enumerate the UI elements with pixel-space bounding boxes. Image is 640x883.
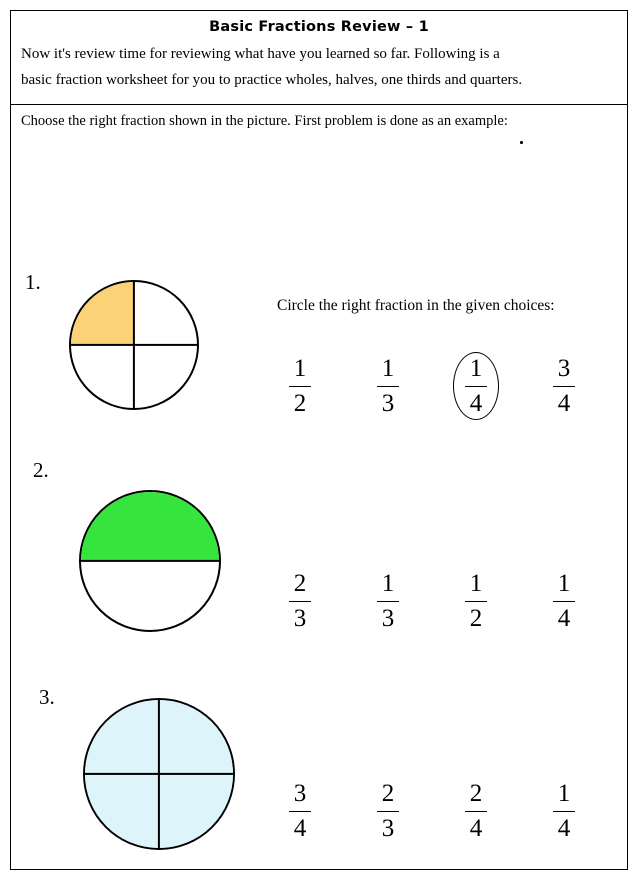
choice-option[interactable]	[256, 570, 344, 633]
denominator: 4	[557, 814, 571, 842]
numerator: 1	[381, 354, 395, 382]
problem-3-choices	[256, 780, 608, 843]
fraction-bar	[377, 811, 399, 812]
fraction-value	[377, 780, 399, 843]
fraction-value	[289, 780, 311, 843]
intro-line-1: Now it's review time for reviewing what have you learned so far. Following is a	[21, 46, 500, 62]
fraction-bar	[465, 386, 487, 387]
shaded-half	[81, 492, 219, 561]
numerator: 1	[293, 354, 307, 382]
worksheet-header	[11, 11, 627, 105]
fraction-value	[553, 570, 575, 633]
main-instruction: Choose the right fraction shown in the picture. First problem is done as an example:	[21, 112, 508, 129]
denominator: 3	[381, 604, 395, 632]
numerator: 1	[381, 569, 395, 597]
fraction-bar	[553, 601, 575, 602]
fraction-bar	[553, 811, 575, 812]
choice-option[interactable]	[344, 570, 432, 633]
denominator: 4	[293, 814, 307, 842]
problem-1-number: 1.	[25, 269, 41, 294]
denominator: 3	[381, 389, 395, 417]
numerator: 1	[557, 569, 571, 597]
choice-option[interactable]	[432, 570, 520, 633]
problem-3-number: 3.	[39, 684, 55, 709]
choice-option[interactable]	[344, 355, 432, 418]
fraction-bar	[465, 811, 487, 812]
fraction-bar	[289, 601, 311, 602]
fraction-bar	[377, 386, 399, 387]
problem-2-number: 2.	[33, 457, 49, 482]
fraction-value	[377, 570, 399, 633]
problem-3-figure	[83, 698, 235, 850]
numerator: 1	[469, 569, 483, 597]
problem-1-figure	[69, 280, 199, 410]
numerator: 3	[293, 779, 307, 807]
intro-line-2: basic fraction worksheet for you to practice wholes, halves, one thirds and quarters.	[21, 72, 523, 89]
denominator: 4	[557, 604, 571, 632]
choice-option[interactable]	[344, 780, 432, 843]
horizontal-divider	[71, 343, 197, 345]
shaded-quarter	[71, 282, 134, 345]
stray-dot-mark	[520, 141, 523, 144]
choice-option[interactable]	[520, 570, 608, 633]
problem-2-figure	[79, 490, 221, 632]
numerator: 3	[557, 354, 571, 382]
fraction-value	[377, 355, 399, 418]
denominator: 4	[469, 389, 483, 417]
choice-option[interactable]	[520, 355, 608, 418]
fraction-circle-whole	[83, 698, 235, 850]
fraction-bar	[553, 386, 575, 387]
numerator: 2	[469, 779, 483, 807]
choice-option[interactable]	[256, 355, 344, 418]
fraction-value	[465, 355, 487, 418]
denominator: 3	[381, 814, 395, 842]
fraction-value	[553, 355, 575, 418]
problem-2-choices	[256, 570, 608, 633]
fraction-circle-halves	[79, 490, 221, 632]
horizontal-divider	[85, 772, 233, 774]
numerator: 1	[557, 779, 571, 807]
fraction-bar	[289, 386, 311, 387]
fraction-value	[553, 780, 575, 843]
problem-1-choices	[256, 355, 608, 418]
denominator: 4	[469, 814, 483, 842]
fraction-value	[289, 570, 311, 633]
numerator: 2	[381, 779, 395, 807]
choice-option[interactable]	[256, 780, 344, 843]
fraction-bar	[289, 811, 311, 812]
denominator: 2	[469, 604, 483, 632]
fraction-circle-quarters	[69, 280, 199, 410]
fraction-value	[465, 780, 487, 843]
fraction-value	[465, 570, 487, 633]
choice-option[interactable]	[520, 780, 608, 843]
fraction-bar	[465, 601, 487, 602]
page-title: Basic Fractions Review – 1	[209, 19, 429, 35]
numerator: 1	[469, 354, 483, 382]
sub-instruction: Circle the right fraction in the given choices:	[277, 296, 555, 314]
denominator: 4	[557, 389, 571, 417]
denominator: 2	[293, 389, 307, 417]
choice-option-selected[interactable]	[432, 355, 520, 418]
fraction-value	[289, 355, 311, 418]
denominator: 3	[293, 604, 307, 632]
horizontal-divider	[81, 559, 219, 561]
fraction-bar	[377, 601, 399, 602]
numerator: 2	[293, 569, 307, 597]
worksheet-sheet	[10, 10, 628, 870]
choice-option[interactable]	[432, 780, 520, 843]
